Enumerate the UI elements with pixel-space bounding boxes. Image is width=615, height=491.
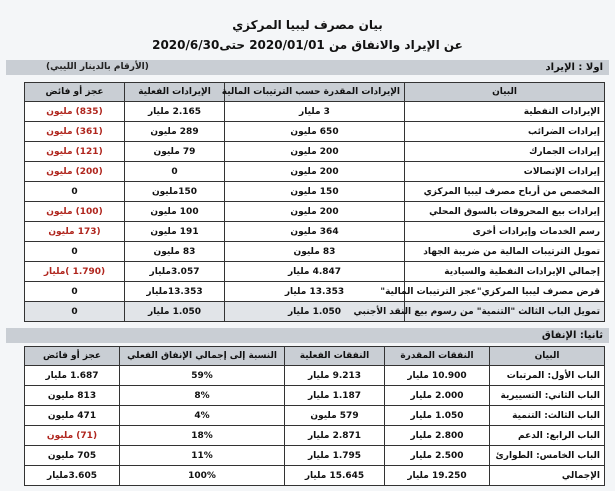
actual-revenue-cell: 79 مليون	[125, 142, 225, 162]
actual-revenue-cell: 0	[125, 162, 225, 182]
table-row	[25, 406, 605, 426]
spending-column-header: النفقات الفعلية	[285, 347, 385, 366]
table-row	[25, 282, 605, 302]
surplus-deficit-cell: 705 مليون	[25, 446, 120, 466]
row-label: إيرادات بيع المحروقات بالسوق المحلي	[405, 202, 605, 222]
revenue-header-row	[25, 83, 605, 102]
spending-column-header: النسبة إلى إجمالي الإنفاق الفعلي	[120, 347, 285, 366]
spending-column-header: النفقات المقدرة	[385, 347, 490, 366]
row-label: الإجمالي	[490, 466, 605, 486]
estimated-revenue-cell: 200 مليون	[225, 162, 405, 182]
table-row	[25, 302, 605, 322]
actual-revenue-cell: 150مليون	[125, 182, 225, 202]
table-row	[25, 222, 605, 242]
surplus-deficit-cell: 0	[25, 302, 125, 322]
actual-revenue-cell: 3.057مليار	[125, 262, 225, 282]
estimated-spending-cell: 1.050 مليار	[385, 406, 490, 426]
actual-revenue-cell: 13.353مليار	[125, 282, 225, 302]
actual-spending-cell: 9.213 مليار	[285, 366, 385, 386]
row-label: الباب الخامس: الطوارئ	[490, 446, 605, 466]
estimated-spending-cell: 2.800 مليار	[385, 426, 490, 446]
table-row	[25, 122, 605, 142]
revenue-section-header	[6, 60, 609, 75]
row-label: الباب الرابع: الدعم	[490, 426, 605, 446]
actual-revenue-cell: 83 مليون	[125, 242, 225, 262]
table-row	[25, 242, 605, 262]
surplus-deficit-cell: 3.605مليار	[25, 466, 120, 486]
actual-revenue-cell: 1.050 مليار	[125, 302, 225, 322]
actual-spending-cell: 1.187 مليار	[285, 386, 385, 406]
estimated-revenue-cell: 200 مليون	[225, 202, 405, 222]
table-row	[25, 426, 605, 446]
spending-ratio-cell: 100%	[120, 466, 285, 486]
surplus-deficit-cell: (100) مليون	[25, 202, 125, 222]
surplus-deficit-cell: (200) مليون	[25, 162, 125, 182]
page-subtitle: عن الإيراد والانفاق من 2020/01/01 حتى2020/6/30	[152, 38, 463, 52]
estimated-revenue-cell: 83 مليون	[225, 242, 405, 262]
table-row	[25, 466, 605, 486]
row-label: رسم الخدمات وإيرادات أخرى	[405, 222, 605, 242]
actual-spending-cell: 15.645 مليار	[285, 466, 385, 486]
revenue-section-title: اولا : الإيراد	[545, 62, 603, 73]
estimated-spending-cell: 10.900 مليار	[385, 366, 490, 386]
spending-header-row	[25, 347, 605, 366]
surplus-deficit-cell: 0	[25, 182, 125, 202]
surplus-deficit-cell: (361) مليون	[25, 122, 125, 142]
row-label: المخصص من أرباح مصرف ليبيا المركزي	[405, 182, 605, 202]
spending-table	[24, 346, 605, 486]
actual-revenue-cell: 289 مليون	[125, 122, 225, 142]
surplus-deficit-cell: (835) مليون	[25, 102, 125, 122]
spending-section-title: ثانيا: الإنفاق	[541, 330, 603, 341]
row-label: إيرادات الضرائب	[405, 122, 605, 142]
row-label: قرض مصرف ليبيا المركزي"عجز الترتيبات المالية"	[405, 282, 605, 302]
surplus-deficit-cell: 1.687 مليار	[25, 366, 120, 386]
estimated-revenue-cell: 4.847 مليار	[225, 262, 405, 282]
row-label: تمويل الباب الثالث "التنمية" من رسوم بيع النقد الأجنبي	[405, 302, 605, 322]
row-label: الباب الأول: المرتبات	[490, 366, 605, 386]
spending-ratio-cell: 4%	[120, 406, 285, 426]
revenue-column-header: عجز أو فائض	[25, 83, 125, 102]
estimated-revenue-cell: 13.353 مليار	[225, 282, 405, 302]
spending-column-header: البيان	[490, 347, 605, 366]
estimated-spending-cell: 2.000 مليار	[385, 386, 490, 406]
spending-ratio-cell: 11%	[120, 446, 285, 466]
table-row	[25, 162, 605, 182]
row-label: إيرادات الجمارك	[405, 142, 605, 162]
actual-revenue-cell: 2.165 مليار	[125, 102, 225, 122]
table-row	[25, 366, 605, 386]
revenue-column-header: الإيرادات الفعلية	[125, 83, 225, 102]
revenue-table	[24, 82, 605, 322]
spending-ratio-cell: 18%	[120, 426, 285, 446]
revenue-body	[25, 102, 605, 322]
revenue-column-header: الإيرادات المقدرة حسب الترتيبات المالية	[225, 83, 405, 102]
surplus-deficit-cell: 471 مليون	[25, 406, 120, 426]
surplus-deficit-cell: (71) مليون	[25, 426, 120, 446]
estimated-revenue-cell: 150 مليون	[225, 182, 405, 202]
spending-body	[25, 366, 605, 486]
currency-note: (الأرقام بالدينار الليبي)	[46, 62, 149, 72]
surplus-deficit-cell: 813 مليون	[25, 386, 120, 406]
estimated-revenue-cell: 3 مليار	[225, 102, 405, 122]
spending-section-header	[6, 328, 609, 343]
actual-revenue-cell: 191 مليون	[125, 222, 225, 242]
actual-spending-cell: 1.795 مليار	[285, 446, 385, 466]
row-label: الباب الثالث: التنمية	[490, 406, 605, 426]
row-label: إجمالي الإيرادات النفطية والسيادية	[405, 262, 605, 282]
page-title: بيان مصرف ليبيا المركزي	[232, 18, 383, 32]
actual-spending-cell: 2.871 مليار	[285, 426, 385, 446]
row-label: إيرادات الإتصالات	[405, 162, 605, 182]
surplus-deficit-cell: 0	[25, 282, 125, 302]
spending-ratio-cell: 59%	[120, 366, 285, 386]
estimated-revenue-cell: 364 مليون	[225, 222, 405, 242]
table-row	[25, 102, 605, 122]
table-row	[25, 182, 605, 202]
spending-column-header: عجز أو فائض	[25, 347, 120, 366]
actual-revenue-cell: 100 مليون	[125, 202, 225, 222]
table-row	[25, 386, 605, 406]
row-label: الإيرادات النفطية	[405, 102, 605, 122]
table-row	[25, 446, 605, 466]
estimated-revenue-cell: 200 مليون	[225, 142, 405, 162]
surplus-deficit-cell: 0	[25, 242, 125, 262]
surplus-deficit-cell: (1.790 )مليار	[25, 262, 125, 282]
spending-ratio-cell: 8%	[120, 386, 285, 406]
estimated-spending-cell: 19.250 مليار	[385, 466, 490, 486]
row-label: تمويل الترتيبات المالية من ضريبة الجهاد	[405, 242, 605, 262]
surplus-deficit-cell: (173 مليون	[25, 222, 125, 242]
estimated-spending-cell: 2.500 مليار	[385, 446, 490, 466]
table-row	[25, 202, 605, 222]
estimated-revenue-cell: 1.050 مليار	[225, 302, 405, 322]
estimated-revenue-cell: 650 مليون	[225, 122, 405, 142]
surplus-deficit-cell: (121) مليون	[25, 142, 125, 162]
actual-spending-cell: 579 مليون	[285, 406, 385, 426]
table-row	[25, 142, 605, 162]
row-label: الباب الثاني: التسييرية	[490, 386, 605, 406]
table-row	[25, 262, 605, 282]
revenue-column-header: البيان	[405, 83, 605, 102]
